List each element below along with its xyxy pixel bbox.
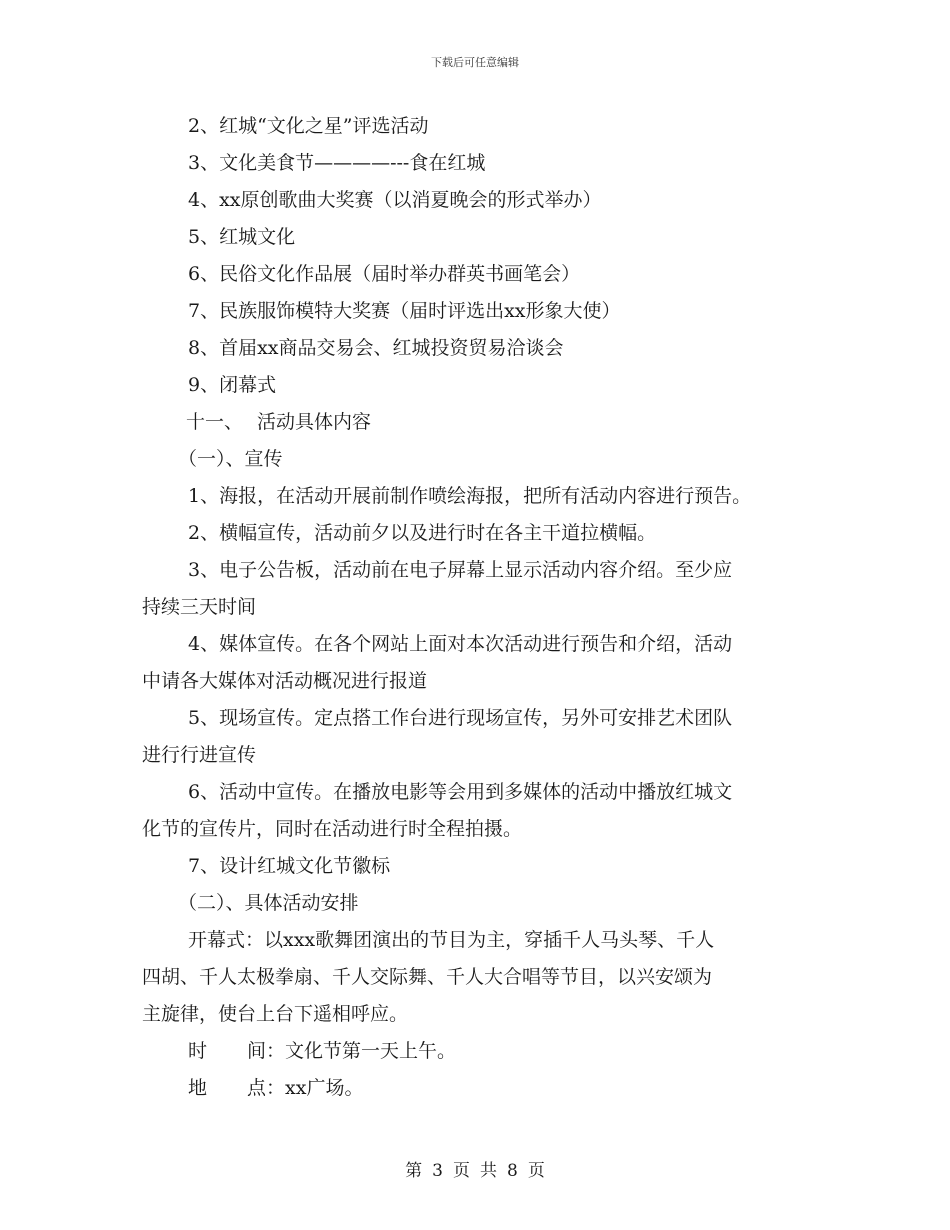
paragraph-line: 主旋律，使台上台下遥相呼应。 <box>142 1003 409 1025</box>
page-header-note: 下载后可任意编辑 <box>431 56 519 69</box>
time-label-b: 间 <box>247 1040 267 1062</box>
section-title: 活动具体内容 <box>257 411 372 433</box>
paragraph-line: 7、设计红城文化节徽标 <box>188 855 391 877</box>
footer-total-prefix: 共 <box>480 1161 497 1181</box>
paragraph-line: 4、媒体宣传。在各个网站上面对本次活动进行预告和介绍，活动 <box>188 633 733 655</box>
document-body <box>142 108 822 1107</box>
place-field <box>142 1070 822 1107</box>
paragraph-line: 5、现场宣传。定点搭工作台进行现场宣传，另外可安排艺术团队 <box>188 707 733 729</box>
list-item: 6、民俗文化作品展（届时举办群英书画笔会） <box>188 263 581 285</box>
place-value: ：xx广场。 <box>266 1077 364 1099</box>
footer-suffix: 页 <box>527 1161 545 1181</box>
footer-prefix: 第 <box>405 1161 423 1181</box>
footer-mid: 页 <box>453 1161 470 1181</box>
paragraph-line: 化节的宣传片，同时在活动进行时全程拍摄。 <box>142 818 523 840</box>
subsection-heading: （二）、具体活动安排 <box>178 892 359 914</box>
page-footer <box>0 1156 950 1181</box>
place-label-a: 地 <box>188 1077 208 1099</box>
subsection-heading: （一）、宣传 <box>178 448 283 470</box>
paragraph-line: 1、海报，在活动开展前制作喷绘海报，把所有活动内容进行预告。 <box>188 485 752 507</box>
section-heading <box>142 404 822 441</box>
list-item: 8、首届xx商品交易会、红城投资贸易洽谈会 <box>188 337 564 359</box>
paragraph-line: 中请各大媒体对活动概况进行报道 <box>142 670 428 692</box>
footer-total-pages: 8 <box>507 1161 518 1181</box>
time-value: ：文化节第一天上午。 <box>266 1040 457 1062</box>
paragraph-line: 3、电子公告板，活动前在电子屏幕上显示活动内容介绍。至少应 <box>188 559 733 581</box>
list-item: 2、红城“文化之星”评选活动 <box>188 115 429 137</box>
paragraph-line: 四胡、千人太极拳扇、千人交际舞、千人大合唱等节目，以兴安颂为 <box>142 966 713 988</box>
paragraph-line: 进行行进宣传 <box>142 744 257 766</box>
paragraph-line: 2、横幅宣传，活动前夕以及进行时在各主干道拉横幅。 <box>188 522 657 544</box>
time-label-a: 时 <box>188 1040 208 1062</box>
paragraph-line: 持续三天时间 <box>142 596 257 618</box>
section-number: 十一、 <box>186 411 244 433</box>
paragraph-line: 6、活动中宣传。在播放电影等会用到多媒体的活动中播放红城文 <box>188 781 733 803</box>
list-item: 5、红城文化 <box>188 226 296 248</box>
list-item: 4、xx原创歌曲大奖赛（以消夏晚会的形式举办） <box>188 189 602 211</box>
footer-page-number: 3 <box>432 1161 443 1181</box>
place-label-b: 点 <box>247 1077 267 1099</box>
list-item: 3、文化美食节————---食在红城 <box>188 152 486 174</box>
time-field <box>142 1033 822 1070</box>
list-item: 9、闭幕式 <box>188 374 277 396</box>
paragraph-line: 开幕式：以xxx歌舞团演出的节目为主，穿插千人马头琴、千人 <box>188 929 715 951</box>
list-item: 7、民族服饰模特大奖赛（届时评选出xx形象大使） <box>188 300 621 322</box>
